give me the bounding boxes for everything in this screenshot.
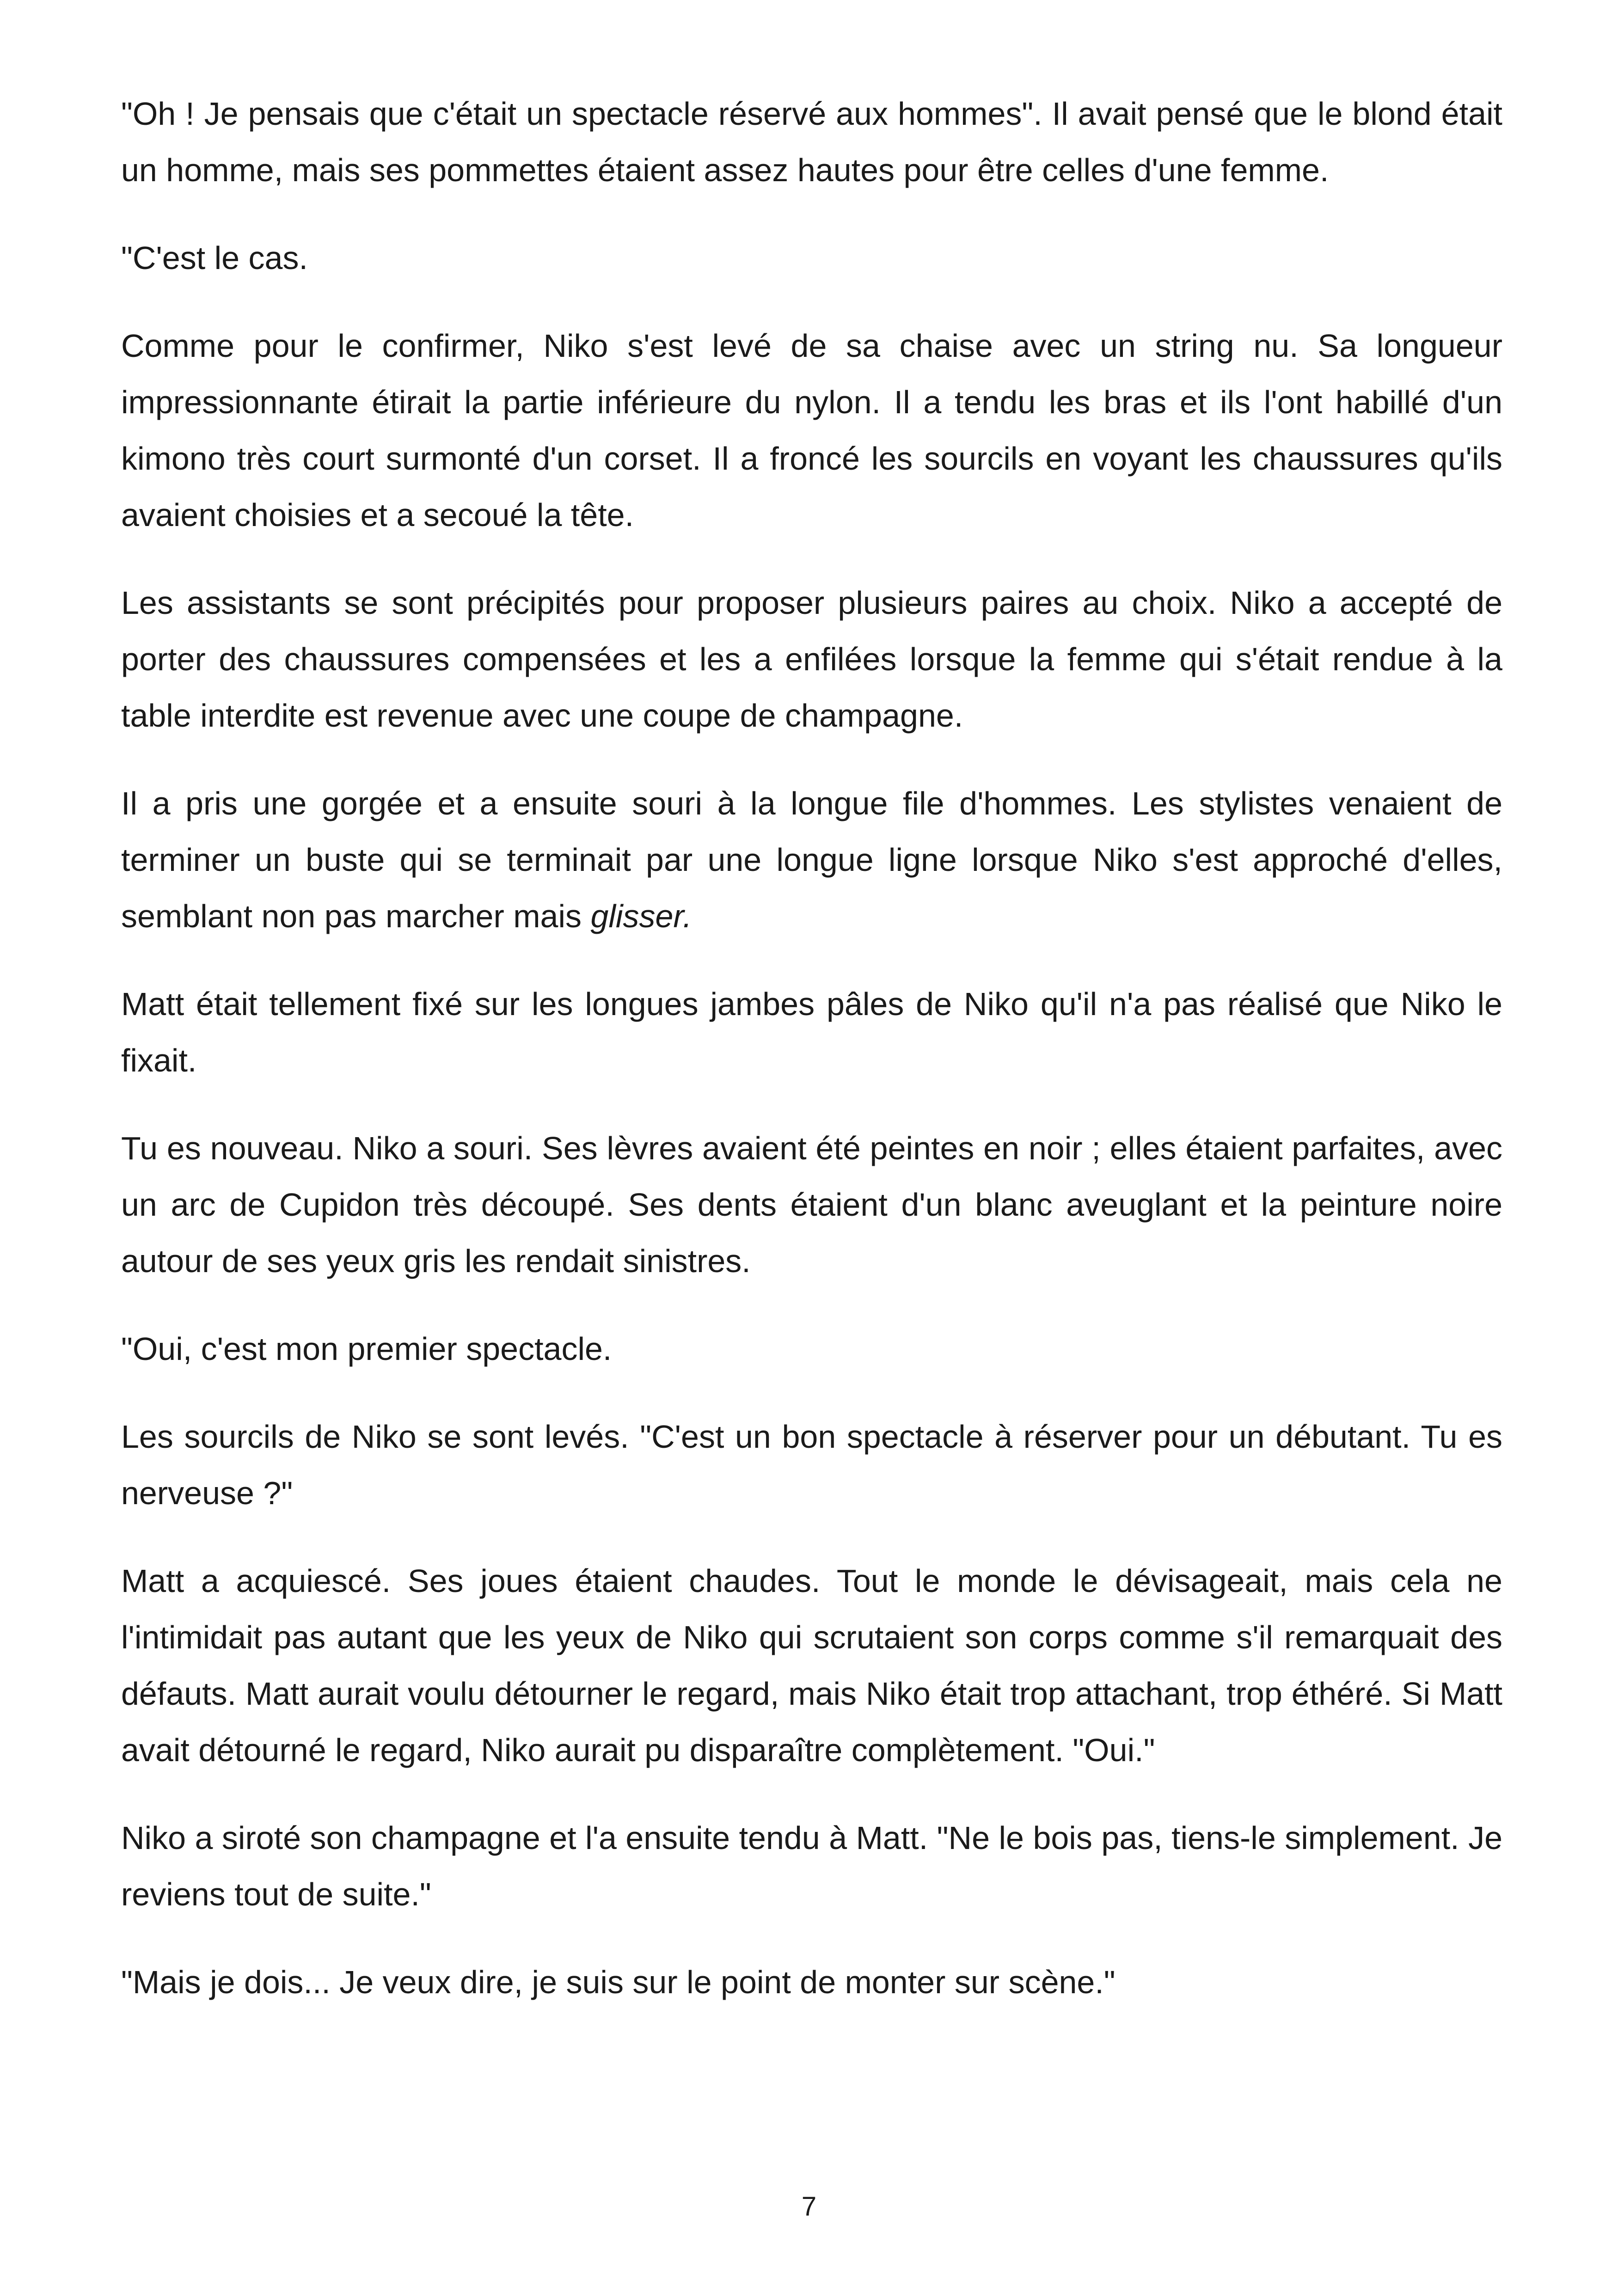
paragraph-3: Comme pour le confirmer, Niko s'est levé de sa chaise avec un string nu. Sa longueur impressionnante étirait la partie inférieure du nylon. Il a tendu les bras et ils l'ont habillé d'un kimono très court surmonté d'un corset. Il a froncé les sourcils en voyant les chaussures qu'ils avaient choisies et a secoué la tête. <box>121 328 1502 533</box>
paragraph-8: "Oui, c'est mon premier spectacle. <box>121 1331 612 1367</box>
page-body <box>121 86 1502 2042</box>
paragraph-7: Tu es nouveau. Niko a souri. Ses lèvres avaient été peintes en noir ; elles étaient parfaites, avec un arc de Cupidon très découpé. Ses dents étaient d'un blanc aveuglant et la peinture noire autour de ses yeux gris les rendait sinistres. <box>121 1130 1502 1279</box>
paragraph-11: Niko a siroté son champagne et l'a ensuite tendu à Matt. "Ne le bois pas, tiens-le simplement. Je reviens tout de suite." <box>121 1820 1502 1912</box>
page-number: 7 <box>801 2192 817 2222</box>
paragraph-5 <box>121 775 1502 944</box>
paragraph-2: "C'est le cas. <box>121 240 308 276</box>
paragraph-5-text: Il a pris une gorgée et a ensuite souri à la longue file d'hommes. Les stylistes venaient de terminer un buste qui se terminait par une longue ligne lorsque Niko s'est approché d'elles, semblant non pas marcher mais <box>121 785 1502 934</box>
paragraph-4: Les assistants se sont précipités pour proposer plusieurs paires au choix. Niko a accepté de porter des chaussures compensées et les a enfilées lorsque la femme qui s'était rendue à la table interdite est revenue avec une coupe de champagne. <box>121 585 1502 734</box>
paragraph-9: Les sourcils de Niko se sont levés. "C'est un bon spectacle à réserver pour un débutant. Tu es nerveuse ?" <box>121 1419 1502 1511</box>
paragraph-10: Matt a acquiescé. Ses joues étaient chaudes. Tout le monde le dévisageait, mais cela ne l'intimidait pas autant que les yeux de Niko qui scrutaient son corps comme s'il remarquait des défauts. Matt aurait voulu détourner le regard, mais Niko était trop attachant, trop éthéré. Si Matt avait détourné le regard, Niko aurait pu disparaître complètement. "Oui." <box>121 1563 1502 1768</box>
paragraph-1: "Oh ! Je pensais que c'était un spectacle réservé aux hommes". Il avait pensé que le blond était un homme, mais ses pommettes étaient assez hautes pour être celles d'une femme. <box>121 96 1502 188</box>
paragraph-5-italic: glisser. <box>590 898 692 934</box>
paragraph-6: Matt était tellement fixé sur les longues jambes pâles de Niko qu'il n'a pas réalisé que Niko le fixait. <box>121 986 1502 1078</box>
paragraph-12: "Mais je dois... Je veux dire, je suis sur le point de monter sur scène." <box>121 1964 1115 2000</box>
